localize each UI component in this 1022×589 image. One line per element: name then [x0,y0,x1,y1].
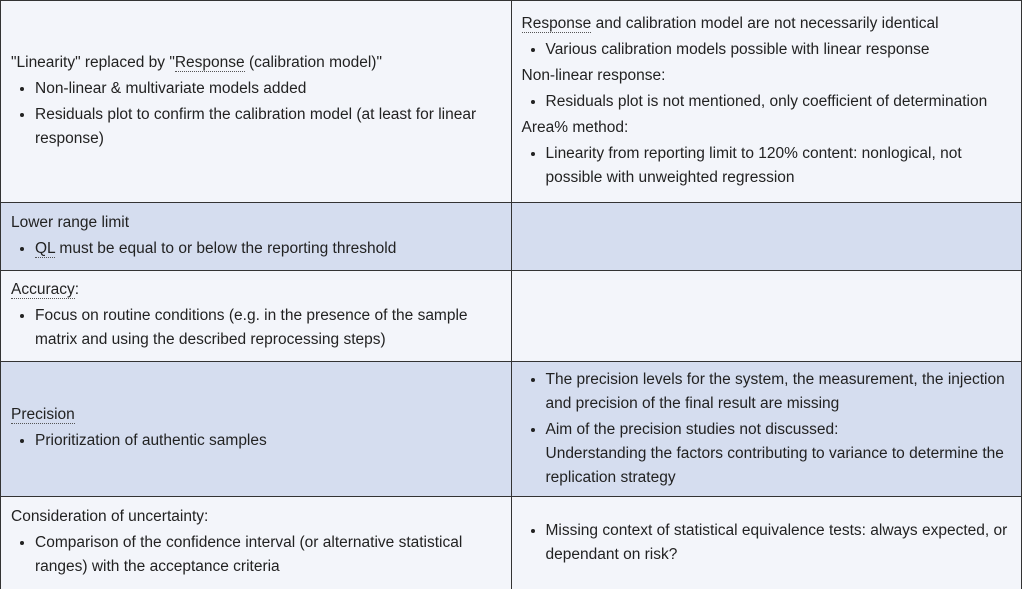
response-term-link[interactable]: Response [521,14,592,32]
response-right-list-1 [522,38,1012,62]
uncertainty-left-list [11,531,501,579]
uncertainty-right-list [522,519,1012,567]
list-item: • The precision levels for the system, the measurement, the injection and precision of the final result are missing [546,368,1012,416]
response-heading: "Linearity" replaced by "Response (calibration model)" [11,53,382,71]
cell-accuracy-right [511,271,1022,362]
cell-accuracy-left [1,271,512,362]
list-item: • Comparison of the confidence interval (or alternative statistical ranges) with the acceptance criteria [35,531,501,579]
precision-heading [11,403,501,427]
response-right-list-2 [522,90,1012,114]
table-row-lower-range [1,203,1022,271]
nonlinear-heading: Non-linear response: [521,66,666,84]
list-item: • Prioritization of authentic samples [35,429,501,453]
list-item: • Non-linear & multivariate models added [35,77,501,101]
precision-left-list [11,429,501,453]
lower-range-list [11,237,501,261]
cell-lower-range-left [1,203,512,271]
cell-precision-left [1,362,512,497]
uncertainty-heading: Consideration of uncertainty: [11,508,209,525]
ql-term-link[interactable]: QL [35,239,56,257]
precision-term-link[interactable]: Precision [11,406,75,423]
cell-precision-right [511,362,1022,497]
list-item: • Residuals plot is not mentioned, only coefficient of determination [546,90,1012,114]
cell-lower-range-right [511,203,1022,271]
response-left-list [11,77,501,151]
list-item: • Linearity from reporting limit to 120% content: nonlogical, not possible with unweighted regression [546,142,1012,190]
list-item: • Missing context of statistical equivalence tests: always expected, or dependant on risk? [546,519,1012,567]
accuracy-term-link[interactable]: Accuracy [11,281,75,298]
response-right-list-3 [522,142,1012,190]
cell-response-left [1,1,512,203]
precision-right-list [522,368,1012,490]
lower-range-heading: Lower range limit [11,213,130,231]
cell-response-right [511,1,1022,203]
area-method-heading: Area% method: [521,118,629,136]
list-item: • Focus on routine conditions (e.g. in the presence of the sample matrix and using the described reprocessing steps) [35,304,501,352]
table-row-precision [1,362,1022,497]
table-row-accuracy [1,271,1022,362]
response-term-link[interactable]: Response [174,53,245,71]
list-item: • Various calibration models possible with linear response [546,38,1012,62]
table-row-response [1,1,1022,203]
response-note: Response and calibration model are not necessarily identical [521,14,939,32]
table-row-uncertainty [1,497,1022,589]
list-item: • Aim of the precision studies not discussed: Understanding the factors contributing to variance to determine the replication strategy [546,418,1012,490]
list-item: • QL must be equal to or below the reporting threshold [35,237,501,261]
cell-uncertainty-right [511,497,1022,589]
list-item: • Residuals plot to confirm the calibration model (at least for linear response) [35,103,501,151]
cell-uncertainty-left [1,497,512,589]
accuracy-list [11,304,501,352]
accuracy-heading: Accuracy: [11,281,80,298]
